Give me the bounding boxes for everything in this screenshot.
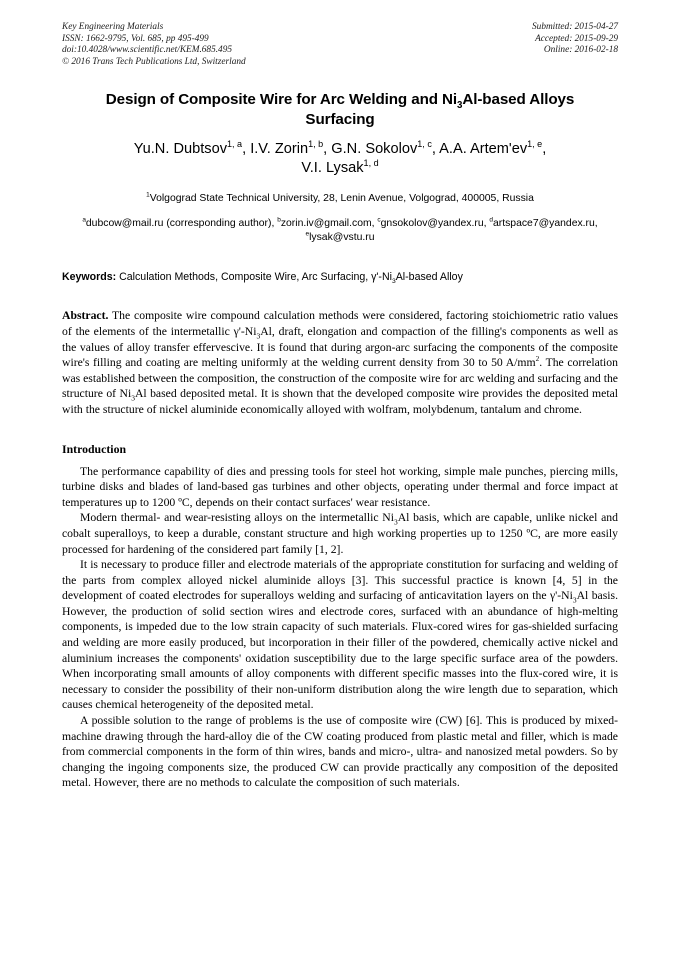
keywords-label: Keywords: bbox=[62, 271, 117, 284]
author-separator: , bbox=[542, 141, 547, 158]
title-subscript: 3 bbox=[457, 100, 463, 112]
section-heading-introduction: Introduction bbox=[62, 441, 127, 456]
author-separator: , bbox=[242, 141, 251, 158]
author-affiliation-marker: 1, b bbox=[308, 139, 324, 150]
abstract-subscript-2: 3 bbox=[131, 393, 135, 403]
journal-header-right bbox=[532, 22, 618, 57]
email-separator: , bbox=[271, 218, 278, 230]
email-address[interactable]: dubcow@mail.ru (corresponding author) bbox=[85, 218, 272, 230]
intro-p3-segment-2: Al basis. However, the production of solid section wires and electrode cores, surfaced with an abundance of high-melting components, is impeded due to the low strain capacity of such materials. Flux-cored wires for gas-shielded surfacing and welding are more easily produced, but incorporation in their filler of the powdered, chemically active nickel and aluminium increases the components' oxidation susceptibility due to the large specific surface area of the powders. When incorporating small amounts of alloy components with different specific masses into the flux-cored wire, it is necessary to consider the possibility of their non-uniform distribution along the wire length due to separation, which causes chemical heterogeneity of the deposited metal. bbox=[62, 589, 619, 712]
submitted-date: Submitted: 2015-04-27 bbox=[532, 22, 618, 32]
keywords-subscript: 3 bbox=[391, 278, 396, 286]
intro-p2-segment-1: Modern thermal- and wear-resisting alloys on the intermetallic Ni bbox=[80, 511, 394, 525]
page-title bbox=[62, 90, 618, 129]
affiliation-marker: 1 bbox=[146, 191, 150, 199]
intro-p3-subscript-1: 3 bbox=[572, 595, 577, 605]
abstract-segment-1: The composite wire compound calculation methods were considered, factoring stoichiometric ratio values of the elements of the intermetallic γ'-Ni bbox=[62, 309, 618, 338]
author-separator: , bbox=[431, 141, 440, 158]
intro-paragraph-3 bbox=[62, 557, 618, 713]
email-marker: b bbox=[277, 216, 281, 224]
email-marker: d bbox=[489, 216, 493, 224]
abstract-segment-2: Al, draft, elongation and compaction of the filling's components as well as the values of alloy transfer effervescive. It is found that during argon-arc surfacing the components of the composite wire's filling and coating are melting uniformly at the welding current density from 30 to 50 A/mm bbox=[62, 324, 618, 370]
author-name: Yu.N. Dubtsov bbox=[133, 141, 227, 158]
author-emails bbox=[62, 217, 618, 245]
journal-header-left bbox=[62, 22, 246, 68]
keywords bbox=[62, 270, 618, 284]
author-affiliation-marker: 1, d bbox=[363, 158, 379, 169]
email-marker: c bbox=[377, 216, 381, 224]
abstract-segment-4: Al based deposited metal. It is shown that the developed composite wire provides the deposited metal with the structure of nickel aluminide economically alloyed with wolfram, molybdenum, tantalum and chrome. bbox=[62, 387, 619, 416]
email-address[interactable]: gnsokolov@yandex.ru bbox=[380, 218, 484, 230]
email-separator: , bbox=[371, 218, 378, 230]
email-marker: e bbox=[305, 230, 310, 238]
journal-copyright: © 2016 Trans Tech Publications Ltd, Switzerland bbox=[62, 56, 246, 67]
affiliation bbox=[62, 192, 618, 206]
author-affiliation-marker: 1, a bbox=[227, 139, 243, 150]
abstract-label: Abstract. bbox=[62, 309, 109, 323]
intro-paragraph-1: The performance capability of dies and pressing tools for steel hot working, simple male punches, piercing mills, turbine disks and blades of land-based gas turbines and other objects, operating under thermal and force impact at temperatures up to 1200 ºC, depends on their contact surfaces' wear resistance. bbox=[62, 464, 618, 509]
journal-doi: doi:10.4028/www.scientific.net/KEM.685.495 bbox=[62, 45, 232, 56]
author-line-2 bbox=[301, 160, 378, 176]
abstract-subscript-1: 3 bbox=[256, 331, 261, 341]
author-list bbox=[62, 140, 618, 178]
author-name: G.N. Sokolov bbox=[331, 141, 418, 158]
intro-p3-segment-1: It is necessary to produce filler and electrode materials of the appropriate constitution for surfacing and welding of the parts from complex alloyed nickel aluminide alloys [3]. This successful practice is known [4, 5] in the development of coated electrodes for superalloys welding and surfacing of anticavitation layers on the γ'-Ni bbox=[62, 558, 618, 603]
author-name: I.V. Zorin bbox=[250, 141, 309, 158]
author-line-1 bbox=[134, 141, 547, 157]
journal-issn-volume: ISSN: 1662-9795, Vol. 685, pp 495-499 bbox=[62, 33, 209, 44]
email-separator: , bbox=[594, 218, 598, 230]
accepted-date: Accepted: 2015-09-29 bbox=[535, 33, 618, 44]
keywords-part-2: Al-based Alloy bbox=[395, 271, 463, 284]
author-affiliation-marker: 1, e bbox=[527, 139, 543, 150]
abstract bbox=[62, 308, 618, 417]
author-affiliation-marker: 1, c bbox=[417, 139, 432, 150]
journal-name: Key Engineering Materials bbox=[62, 22, 164, 32]
abstract-superscript-1: 2 bbox=[535, 355, 540, 364]
abstract-segment-3: . The correlation was established between the composition, the construction of the composite wire for arc welding and surfacing and the structure of Ni bbox=[62, 356, 618, 401]
email-marker: a bbox=[82, 216, 86, 224]
author-separator: , bbox=[323, 141, 332, 158]
intro-p2-subscript-1: 3 bbox=[394, 517, 398, 527]
online-date: Online: 2016-02-18 bbox=[543, 45, 618, 56]
intro-p2-segment-2: Al basis, which are capable, unlike nickel and cobalt superalloys, to keep a durable, constant structure and high working properties up to 1250 ºC, are more easily processed for hardening of the considered part family [1, 2]. bbox=[62, 511, 618, 556]
journal-header bbox=[62, 22, 618, 68]
intro-paragraph-2 bbox=[62, 510, 618, 557]
title-part-1: Design of Composite Wire for Arc Welding and Ni bbox=[105, 91, 458, 109]
email-address[interactable]: lysak@vstu.ru bbox=[309, 232, 375, 244]
email-separator: , bbox=[483, 218, 490, 230]
title-part-2: Al-based Alloys Surfacing bbox=[305, 91, 575, 128]
author-name: A.A. Artem'ev bbox=[439, 141, 528, 158]
email-address[interactable]: zorin.iv@gmail.com bbox=[280, 218, 372, 230]
affiliation-text: Volgograd State Technical University, 28, Lenin Avenue, Volgograd, 400005, Russia bbox=[149, 193, 534, 205]
keywords-part-1: Calculation Methods, Composite Wire, Arc Surfacing, γ'-Ni bbox=[116, 271, 392, 284]
author-name: V.I. Lysak bbox=[301, 160, 364, 177]
intro-paragraph-4: A possible solution to the range of problems is the use of composite wire (CW) [6]. This is produced by mixed-machine drawing through the hard-alloy die of the CW coating produced from plastic metal and filler, which is made from commercial components in the form of thin wires, bands and micro-, ultra- and nanosized metal powders. So by changing the ingoing components size, the produced CW can provide practically any composition of the deposited metal. However, there are no methods to calculate the composition of such materials. bbox=[62, 714, 618, 790]
email-address[interactable]: artspace7@yandex.ru bbox=[492, 218, 595, 230]
